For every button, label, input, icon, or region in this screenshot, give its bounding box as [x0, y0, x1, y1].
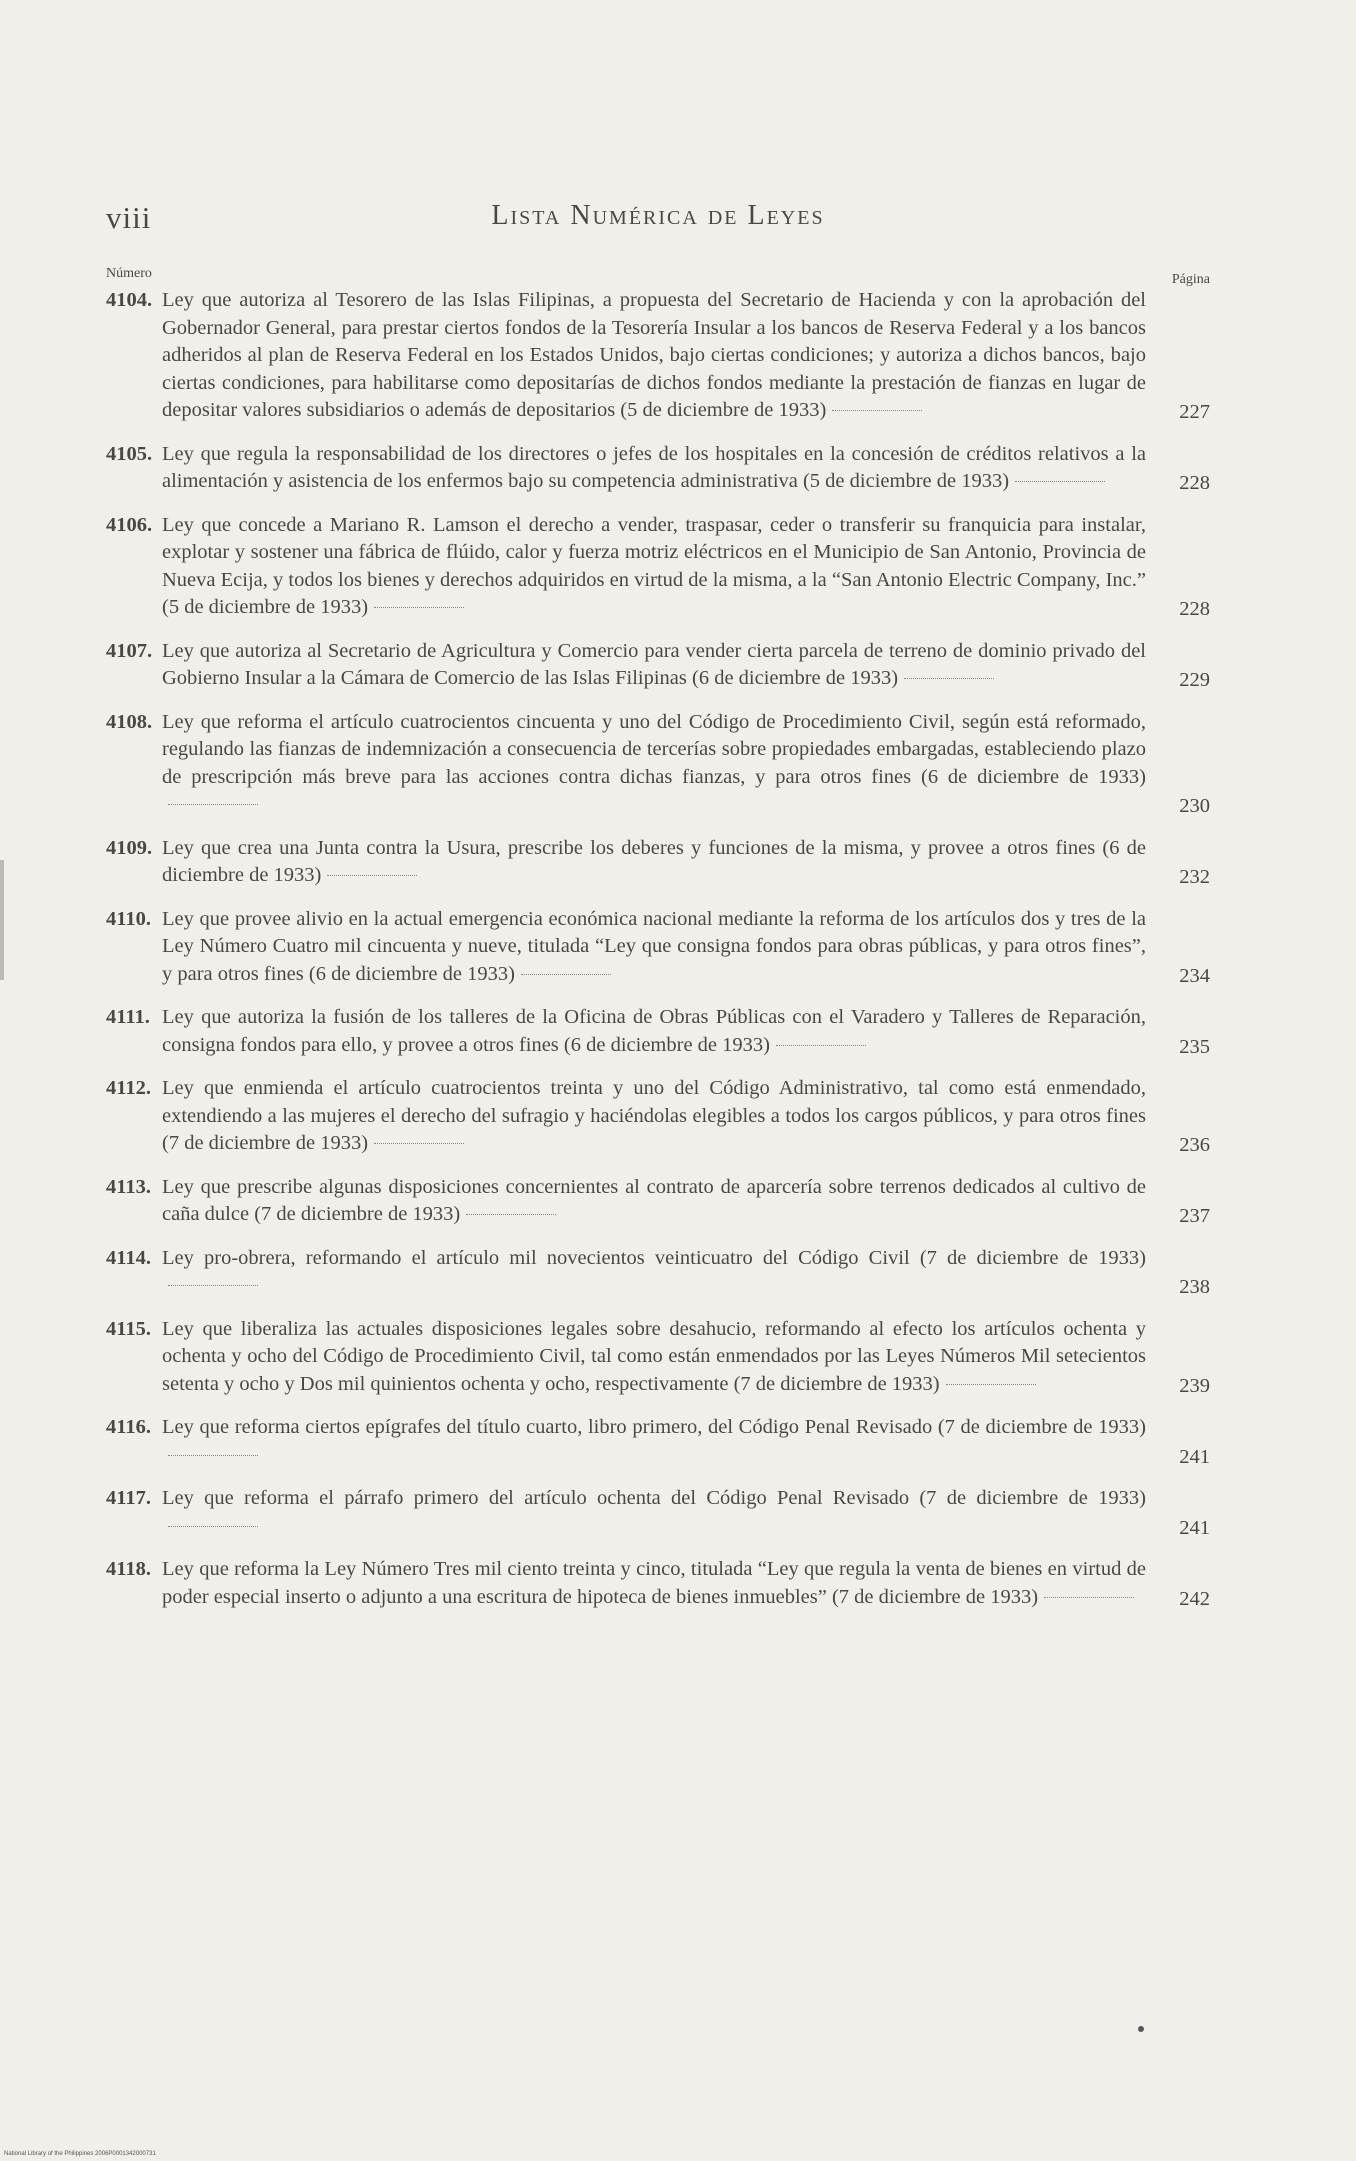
law-description: Ley que autoriza la fusión de los talleres de la Oficina de Obras Públicas con el Varadero y Talleres de Reparación, consigna fondos para ello, y provee a otros fines (6 de diciembre de 1933) [162, 1006, 1146, 1056]
law-description: Ley que reforma ciertos epígrafes del título cuarto, libro primero, del Código Penal Revisado (7 de diciembre de 1933) [162, 1416, 1146, 1438]
page-reference: 237 [1179, 1205, 1210, 1227]
law-description-block [162, 1556, 1146, 1611]
page-reference: 239 [1179, 1374, 1210, 1397]
dot-leader [1015, 481, 1105, 482]
law-description-block [162, 1485, 1146, 1540]
ink-spot [1138, 2026, 1144, 2032]
law-description: Ley que enmienda el artículo cuatrocientos treinta y uno del Código Administrativo, tal como está enmendado, extendiendo a las mujeres el derecho del sufragio y haciéndolas elegibles a todos los cargos públicos, y para otros fines (7 de diciembre de 1933) [162, 1077, 1146, 1154]
law-description: Ley que prescribe algunas disposiciones concernientes al contrato de aparcería sobre terrenos dedicados al cultivo de caña dulce (7 de diciembre de 1933) [162, 1175, 1146, 1225]
law-description: Ley que autoriza al Tesorero de las Islas Filipinas, a propuesta del Secretario de Hacienda y con la aprobación del Gobernador General, para prestar ciertos fondos de la Tesorería Insular a los bancos de Reserva Federal y a los bancos adheridos al plan de Reserva Federal en los Estados Unidos, bajo ciertas condiciones; y autoriza a dichos bancos, bajo ciertas condiciones, para habilitarse como depositarías de dichos fondos mediante la prestación de fianzas en lugar de depositar valores subsidiarios o además de depositarios (5 de diciembre de 1933) [162, 289, 1146, 421]
dot-leader [832, 410, 922, 411]
law-entry [106, 512, 1210, 622]
law-description-block [162, 1316, 1146, 1399]
number-column-label: Número [106, 266, 152, 281]
page-column-label: Página [1171, 272, 1210, 287]
running-title: Lista Numérica de Leyes [491, 200, 825, 231]
dot-leader [168, 1285, 258, 1286]
law-description-block [162, 638, 1146, 693]
law-description: Ley que reforma el párrafo primero del artículo ochenta del Código Penal Revisado (7 de diciembre de 1933) [162, 1487, 1146, 1509]
law-entry [106, 1556, 1210, 1611]
dot-leader [374, 1143, 464, 1144]
dot-leader [776, 1045, 866, 1046]
law-number: 4110. [106, 907, 151, 930]
page-reference: 229 [1179, 669, 1210, 691]
law-entry [106, 1004, 1210, 1059]
law-number: 4113. [106, 1175, 151, 1198]
dot-leader [946, 1384, 1036, 1385]
dot-leader [374, 607, 464, 608]
column-labels [106, 266, 1210, 286]
law-description-block [162, 1004, 1146, 1059]
law-number: 4104. [106, 289, 153, 311]
dot-leader [1044, 1597, 1134, 1598]
law-description-block [162, 441, 1146, 496]
page-reference: 228 [1179, 472, 1210, 494]
dot-leader [521, 974, 611, 975]
law-entry [106, 1316, 1210, 1399]
law-description: Ley que reforma la Ley Número Tres mil ciento treinta y cinco, titulada “Ley que regula la venta de bienes en virtud de poder especial inserto o adjunto a una escritura de hipoteca de bienes inmuebles” (7 de diciembre de 1933) [162, 1558, 1146, 1608]
page-reference: 238 [1179, 1276, 1210, 1298]
law-number: 4112. [106, 1077, 151, 1099]
law-number: 4117. [106, 1487, 151, 1509]
footer-credit: National Library of the Philippines 2006P0001342000731 [4, 2151, 156, 2157]
dot-leader [466, 1214, 556, 1215]
dot-leader [327, 875, 417, 876]
law-list [106, 287, 1210, 1627]
dot-leader [168, 1526, 258, 1527]
law-description-block [162, 1414, 1146, 1469]
law-number: 4105. [106, 442, 153, 465]
law-description: Ley pro-obrera, reformando el artículo mil novecientos veinticuatro del Código Civil (7 de diciembre de 1933) [162, 1246, 1146, 1269]
law-entry [106, 638, 1210, 693]
page-reference: 234 [1179, 964, 1210, 987]
law-description-block [162, 1245, 1146, 1300]
law-entry [106, 1485, 1210, 1540]
law-number: 4114. [106, 1246, 151, 1269]
law-number: 4115. [106, 1317, 151, 1340]
page-reference: 236 [1179, 1134, 1210, 1156]
law-description: Ley que provee alivio en la actual emergencia económica nacional mediante la reforma de los artículos dos y tres de la Ley Número Cuatro mil cincuenta y nueve, titulada “Ley que consigna fondos para obras públicas, y para otros fines”, y para otros fines (6 de diciembre de 1933) [162, 907, 1146, 985]
law-description-block [162, 906, 1146, 989]
law-description-block [162, 709, 1146, 819]
dot-leader [168, 804, 258, 805]
page-reference: 242 [1179, 1587, 1210, 1610]
law-description-block [162, 1174, 1146, 1229]
page-number: viii [106, 200, 152, 235]
page-reference: 241 [1179, 1445, 1210, 1468]
law-description-block [162, 1075, 1146, 1158]
dot-leader [904, 678, 994, 679]
binding-edge-shadow [0, 860, 4, 980]
law-number: 4118. [106, 1558, 151, 1580]
page-reference: 227 [1179, 401, 1210, 423]
law-description-block [162, 287, 1146, 425]
page-reference: 228 [1179, 598, 1210, 620]
law-number: 4116. [106, 1416, 151, 1438]
law-entry [106, 1075, 1210, 1158]
law-description: Ley que regula la responsabilidad de los directores o jefes de los hospitales en la concesión de créditos relativos a la alimentación y asistencia de los enfermos bajo su competencia administrativa (5 de diciembre de 1933) [162, 442, 1146, 492]
law-number: 4111. [106, 1006, 150, 1028]
law-description: Ley que crea una Junta contra la Usura, prescribe los deberes y funciones de la misma, y provee a otros fines (6 de diciembre de 1933) [162, 836, 1146, 886]
law-entry [106, 441, 1210, 496]
law-description: Ley que reforma el artículo cuatrocientos cincuenta y uno del Código de Procedimiento Civil, según está reformado, regulando las fianzas de indemnización a consecuencia de tercerías sobre propiedades embargadas, estableciendo plazo de prescripción más breve para las acciones contra dichas fianzas, y para otros fines (6 de diciembre de 1933) [162, 710, 1146, 788]
law-number: 4108. [106, 710, 153, 733]
page-reference: 230 [1179, 795, 1210, 817]
law-entry [106, 835, 1210, 890]
page-reference: 241 [1179, 1516, 1210, 1539]
page-reference: 235 [1179, 1035, 1210, 1058]
law-description: Ley que liberaliza las actuales disposiciones legales sobre desahucio, reformando al efecto los artículos ochenta y ochenta y ocho del Código de Procedimiento Civil, tal como están enmendados por las Leyes Números Mil setecientos setenta y ocho y Dos mil quinientos ochenta y ocho, respectivamente (7 de diciembre de 1933) [162, 1317, 1146, 1395]
law-entry [106, 1174, 1210, 1229]
law-entry [106, 1414, 1210, 1469]
law-entry [106, 1245, 1210, 1300]
law-entry [106, 287, 1210, 425]
law-entry [106, 906, 1210, 989]
law-number: 4109. [106, 836, 153, 859]
law-description-block [162, 835, 1146, 890]
law-description-block [162, 512, 1146, 622]
law-number: 4106. [106, 513, 153, 536]
page-header [106, 200, 1210, 240]
dot-leader [168, 1455, 258, 1456]
law-number: 4107. [106, 639, 153, 662]
law-description: Ley que concede a Mariano R. Lamson el derecho a vender, traspasar, ceder o transferir su franquicia para instalar, explotar y sostener una fábrica de flúido, calor y fuerza motriz eléctricos en el Municipio de San Antonio, Provincia de Nueva Ecija, y todos los bienes y derechos adquiridos en virtud de la misma, a la “San Antonio Electric Company, Inc.” (5 de diciembre de 1933) [162, 513, 1146, 618]
law-description: Ley que autoriza al Secretario de Agricultura y Comercio para vender cierta parcela de terreno de dominio privado del Gobierno Insular a la Cámara de Comercio de las Islas Filipinas (6 de diciembre de 1933) [162, 639, 1146, 689]
page-reference: 232 [1179, 866, 1210, 888]
law-entry [106, 709, 1210, 819]
